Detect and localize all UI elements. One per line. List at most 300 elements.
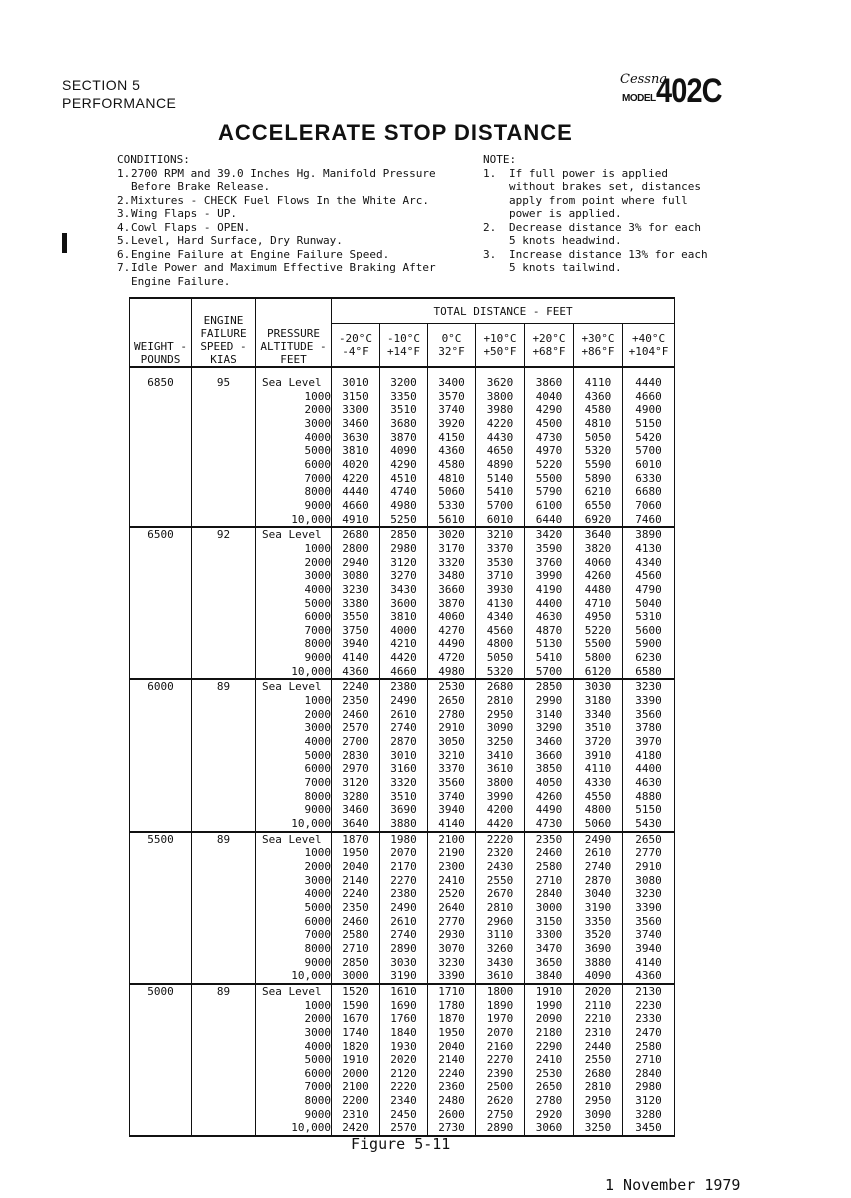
- speed-cell: [192, 846, 256, 860]
- weight-cell: 6000: [130, 679, 192, 694]
- distance-cell: 4740: [380, 485, 428, 499]
- table-row: [130, 694, 675, 708]
- distance-cell: 3890: [623, 527, 675, 542]
- speed-cell: [192, 485, 256, 499]
- condition-number: 4.: [117, 220, 131, 234]
- distance-cell: 3870: [428, 597, 476, 611]
- distance-cell: 5600: [623, 624, 675, 638]
- temp-fahrenheit: +50°F: [483, 345, 517, 358]
- distance-cell: 4110: [574, 376, 623, 390]
- speed-cell: [192, 969, 256, 984]
- distance-cell: 4090: [380, 444, 428, 458]
- total-distance-header: TOTAL DISTANCE - FEET: [332, 298, 675, 324]
- distance-table: [129, 297, 674, 1137]
- distance-cell: 2840: [525, 887, 574, 901]
- distance-cell: 2950: [476, 708, 525, 722]
- condition-item: [117, 207, 477, 221]
- temp-fahrenheit: 32°F: [438, 345, 465, 358]
- weight-cell: [130, 956, 192, 970]
- altitude-cell: 7000: [256, 928, 332, 942]
- table-row: [130, 1094, 675, 1108]
- distance-cell: 2770: [428, 915, 476, 929]
- distance-cell: 2610: [380, 708, 428, 722]
- distance-cell: 2390: [476, 1067, 525, 1081]
- altitude-cell: 8000: [256, 942, 332, 956]
- distance-cell: 7460: [623, 513, 675, 528]
- distance-cell: 3510: [574, 721, 623, 735]
- altitude-cell: 4000: [256, 887, 332, 901]
- altitude-cell: 4000: [256, 431, 332, 445]
- weight-cell: [130, 790, 192, 804]
- weight-cell: [130, 472, 192, 486]
- weight-cell: [130, 1012, 192, 1026]
- distance-cell: 4970: [525, 444, 574, 458]
- distance-cell: 2770: [623, 846, 675, 860]
- table-row: [130, 390, 675, 404]
- altitude-header-line2: ALTITUDE -: [260, 340, 327, 353]
- speed-cell: [192, 803, 256, 817]
- distance-cell: 2500: [476, 1080, 525, 1094]
- distance-cell: 3990: [525, 569, 574, 583]
- distance-cell: 4550: [574, 790, 623, 804]
- table-row: [130, 790, 675, 804]
- distance-cell: 4650: [476, 444, 525, 458]
- distance-cell: 3690: [574, 942, 623, 956]
- distance-cell: 2240: [332, 679, 380, 694]
- distance-cell: 3350: [574, 915, 623, 929]
- distance-cell: 5130: [525, 637, 574, 651]
- distance-cell: 2850: [525, 679, 574, 694]
- distance-cell: 2980: [380, 542, 428, 556]
- speed-cell: [192, 597, 256, 611]
- table-row: [130, 860, 675, 874]
- speed-cell: [192, 776, 256, 790]
- speed-cell: [192, 901, 256, 915]
- altitude-cell: 1000: [256, 542, 332, 556]
- altitude-cell: 1000: [256, 846, 332, 860]
- distance-cell: 3030: [574, 679, 623, 694]
- distance-cell: 4490: [525, 803, 574, 817]
- distance-cell: 2780: [428, 708, 476, 722]
- speed-cell: [192, 542, 256, 556]
- distance-cell: 2980: [623, 1080, 675, 1094]
- distance-cell: 2530: [428, 679, 476, 694]
- distance-cell: 4790: [623, 583, 675, 597]
- distance-cell: 6550: [574, 499, 623, 513]
- weight-cell: [130, 569, 192, 583]
- temp-celsius: +10°C: [483, 332, 517, 345]
- speed-cell: [192, 1121, 256, 1136]
- distance-cell: 2460: [332, 708, 380, 722]
- distance-cell: 3280: [623, 1108, 675, 1122]
- weight-cell: [130, 444, 192, 458]
- distance-cell: 5330: [428, 499, 476, 513]
- speed-header-line2: FAILURE: [200, 327, 247, 340]
- distance-cell: 4360: [428, 444, 476, 458]
- distance-cell: 2090: [525, 1012, 574, 1026]
- condition-number: 5.: [117, 234, 131, 247]
- distance-cell: 4980: [380, 499, 428, 513]
- distance-cell: 3120: [380, 556, 428, 570]
- weight-cell: [130, 708, 192, 722]
- table-row: [130, 956, 675, 970]
- distance-cell: 3750: [332, 624, 380, 638]
- distance-cell: 3940: [428, 803, 476, 817]
- distance-cell: 2430: [476, 860, 525, 874]
- distance-cell: 3260: [476, 942, 525, 956]
- distance-cell: 2000: [332, 1067, 380, 1081]
- table-row: [130, 637, 675, 651]
- distance-cell: 4560: [476, 624, 525, 638]
- distance-cell: 4360: [332, 665, 380, 680]
- distance-cell: 3460: [332, 417, 380, 431]
- temp-celsius: -20°C: [338, 332, 373, 345]
- speed-cell: 92: [192, 527, 256, 542]
- distance-cell: 1610: [380, 984, 428, 999]
- speed-cell: [192, 665, 256, 680]
- temperature-header: [380, 324, 428, 368]
- distance-cell: 2710: [332, 942, 380, 956]
- distance-cell: 2740: [380, 721, 428, 735]
- distance-cell: 4260: [525, 790, 574, 804]
- distance-cell: 4730: [525, 431, 574, 445]
- distance-cell: 5050: [476, 651, 525, 665]
- distance-cell: 2160: [476, 1040, 525, 1054]
- distance-cell: 2750: [476, 1108, 525, 1122]
- distance-cell: 6120: [574, 665, 623, 680]
- altitude-cell: 3000: [256, 874, 332, 888]
- table-row: [130, 887, 675, 901]
- table-row: [130, 583, 675, 597]
- section-header: [62, 76, 176, 112]
- altitude-cell: 10,000: [256, 513, 332, 528]
- distance-cell: 2220: [476, 832, 525, 847]
- distance-cell: 3340: [574, 708, 623, 722]
- weight-cell: [130, 915, 192, 929]
- distance-cell: 5890: [574, 472, 623, 486]
- distance-cell: 4440: [332, 485, 380, 499]
- brand-name: Cessna: [620, 72, 668, 87]
- footer-date: 1 November 1979: [605, 1176, 741, 1194]
- distance-cell: 2040: [332, 860, 380, 874]
- distance-cell: 3050: [428, 735, 476, 749]
- distance-cell: 4430: [476, 431, 525, 445]
- weight-cell: [130, 999, 192, 1013]
- distance-cell: 2920: [525, 1108, 574, 1122]
- distance-cell: 2740: [574, 860, 623, 874]
- distance-cell: 2410: [428, 874, 476, 888]
- distance-cell: 2840: [623, 1067, 675, 1081]
- altitude-cell: 2000: [256, 708, 332, 722]
- distance-cell: 2740: [380, 928, 428, 942]
- distance-cell: 4660: [332, 499, 380, 513]
- distance-cell: 1950: [428, 1026, 476, 1040]
- distance-cell: 3190: [380, 969, 428, 984]
- table-row: [130, 846, 675, 860]
- weight-cell: [130, 942, 192, 956]
- distance-cell: 5150: [623, 803, 675, 817]
- distance-cell: 2650: [428, 694, 476, 708]
- distance-cell: 3810: [332, 444, 380, 458]
- weight-cell: [130, 762, 192, 776]
- distance-cell: 1910: [525, 984, 574, 999]
- distance-cell: 3370: [476, 542, 525, 556]
- altitude-cell: 2000: [256, 403, 332, 417]
- altitude-cell: Sea Level: [256, 527, 332, 542]
- distance-cell: 5140: [476, 472, 525, 486]
- distance-cell: 2460: [332, 915, 380, 929]
- distance-cell: 2270: [476, 1053, 525, 1067]
- weight-cell: [130, 846, 192, 860]
- table-row: [130, 901, 675, 915]
- speed-header-line1: ENGINE: [203, 314, 244, 327]
- temp-fahrenheit: +68°F: [532, 345, 566, 358]
- condition-number: 2.: [117, 193, 131, 207]
- weight-cell: [130, 651, 192, 665]
- altitude-cell: 2000: [256, 860, 332, 874]
- weight-cell: [130, 749, 192, 763]
- table-row: [130, 999, 675, 1013]
- distance-cell: 4630: [525, 610, 574, 624]
- speed-cell: [192, 651, 256, 665]
- condition-text: Mixtures - CHECK Fuel Flows In the White Arc.: [131, 193, 430, 207]
- distance-cell: 4440: [623, 376, 675, 390]
- distance-cell: 4810: [574, 417, 623, 431]
- distance-cell: 3810: [380, 610, 428, 624]
- altitude-cell: 8000: [256, 1094, 332, 1108]
- weight-cell: [130, 390, 192, 404]
- altitude-cell: 8000: [256, 790, 332, 804]
- altitude-cell: 3000: [256, 721, 332, 735]
- distance-cell: 2140: [428, 1053, 476, 1067]
- distance-cell: 2210: [574, 1012, 623, 1026]
- distance-cell: 3640: [332, 817, 380, 832]
- distance-cell: 3620: [476, 376, 525, 390]
- distance-cell: 6230: [623, 651, 675, 665]
- distance-cell: 2810: [476, 694, 525, 708]
- condition-text: Idle Power and Maximum Effective Braking After Engine Failure.: [131, 261, 436, 288]
- distance-cell: 2580: [525, 860, 574, 874]
- speed-cell: [192, 762, 256, 776]
- table-row: [130, 1012, 675, 1026]
- distance-cell: 2410: [525, 1053, 574, 1067]
- weight-cell: [130, 817, 192, 832]
- distance-cell: 2440: [574, 1040, 623, 1054]
- distance-cell: 4910: [332, 513, 380, 528]
- distance-cell: 4000: [380, 624, 428, 638]
- table-row: [130, 817, 675, 832]
- distance-cell: 2890: [476, 1121, 525, 1136]
- distance-cell: 3090: [476, 721, 525, 735]
- distance-cell: 4580: [574, 403, 623, 417]
- distance-cell: 4150: [428, 431, 476, 445]
- distance-cell: 6580: [623, 665, 675, 680]
- distance-cell: 3230: [623, 679, 675, 694]
- distance-cell: 4060: [428, 610, 476, 624]
- distance-cell: 2550: [476, 874, 525, 888]
- distance-cell: 3560: [623, 708, 675, 722]
- distance-cell: 6330: [623, 472, 675, 486]
- distance-cell: 5610: [428, 513, 476, 528]
- distance-cell: 3300: [332, 403, 380, 417]
- altitude-cell: 2000: [256, 1012, 332, 1026]
- distance-cell: 1670: [332, 1012, 380, 1026]
- distance-cell: 3230: [623, 887, 675, 901]
- table-row: [130, 1053, 675, 1067]
- distance-cell: 1710: [428, 984, 476, 999]
- distance-cell: 2490: [574, 832, 623, 847]
- temperature-header: [525, 324, 574, 368]
- temp-fahrenheit: -4°F: [342, 345, 369, 358]
- distance-cell: 2450: [380, 1108, 428, 1122]
- distance-cell: 2730: [428, 1121, 476, 1136]
- distance-cell: 3860: [525, 376, 574, 390]
- table-row: [130, 527, 675, 542]
- distance-cell: 2910: [623, 860, 675, 874]
- condition-text: 2700 RPM and 39.0 Inches Hg. Manifold Pressure Before Brake Release.: [131, 166, 436, 193]
- distance-cell: 2930: [428, 928, 476, 942]
- distance-cell: 4290: [525, 403, 574, 417]
- distance-cell: 3350: [380, 390, 428, 404]
- speed-cell: [192, 860, 256, 874]
- speed-cell: [192, 499, 256, 513]
- distance-cell: 3230: [332, 583, 380, 597]
- distance-cell: 3650: [525, 956, 574, 970]
- table-row: [130, 403, 675, 417]
- table-row: [130, 874, 675, 888]
- distance-cell: 3150: [332, 390, 380, 404]
- distance-cell: 3390: [623, 694, 675, 708]
- distance-cell: 4630: [623, 776, 675, 790]
- note-item: [483, 248, 708, 275]
- distance-cell: 3060: [525, 1121, 574, 1136]
- altitude-cell: 1000: [256, 694, 332, 708]
- distance-cell: 1520: [332, 984, 380, 999]
- distance-cell: 3420: [525, 527, 574, 542]
- speed-cell: [192, 790, 256, 804]
- altitude-cell: 5000: [256, 749, 332, 763]
- temperature-header: [428, 324, 476, 368]
- distance-cell: 3320: [380, 776, 428, 790]
- table-row: [130, 969, 675, 984]
- distance-cell: 3110: [476, 928, 525, 942]
- distance-cell: 5410: [525, 651, 574, 665]
- distance-cell: 3740: [623, 928, 675, 942]
- weight-cell: [130, 624, 192, 638]
- table-row: [130, 762, 675, 776]
- speed-cell: [192, 458, 256, 472]
- distance-cell: 2870: [574, 874, 623, 888]
- altitude-header-line1: PRESSURE: [267, 327, 320, 340]
- temp-celsius: -10°C: [386, 332, 421, 345]
- distance-cell: 3910: [574, 749, 623, 763]
- speed-cell: 89: [192, 679, 256, 694]
- table-row: [130, 542, 675, 556]
- table-row: [130, 915, 675, 929]
- speed-cell: [192, 624, 256, 638]
- distance-cell: 3590: [525, 542, 574, 556]
- distance-cell: 2800: [332, 542, 380, 556]
- distance-cell: 3660: [525, 749, 574, 763]
- distance-cell: 3520: [574, 928, 623, 942]
- distance-cell: 3470: [525, 942, 574, 956]
- distance-cell: 4140: [428, 817, 476, 832]
- table-row: [130, 832, 675, 847]
- altitude-cell: 3000: [256, 569, 332, 583]
- temp-celsius: +30°C: [581, 332, 615, 345]
- table-row: [130, 556, 675, 570]
- distance-cell: 4870: [525, 624, 574, 638]
- distance-cell: 3940: [332, 637, 380, 651]
- distance-cell: 4490: [428, 637, 476, 651]
- distance-cell: 2070: [380, 846, 428, 860]
- distance-cell: 3710: [476, 569, 525, 583]
- figure-caption: Figure 5-11: [351, 1135, 451, 1153]
- table-row: [130, 610, 675, 624]
- condition-text: Level, Hard Surface, Dry Runway.: [131, 234, 343, 247]
- speed-header-line3: SPEED -: [200, 340, 247, 353]
- distance-cell: 5150: [623, 417, 675, 431]
- distance-cell: 2700: [332, 735, 380, 749]
- distance-cell: 5700: [476, 499, 525, 513]
- distance-cell: 2290: [525, 1040, 574, 1054]
- note-number: 2.: [483, 220, 497, 234]
- altitude-cell: Sea Level: [256, 832, 332, 847]
- altitude-cell: 10,000: [256, 1121, 332, 1136]
- distance-cell: 1690: [380, 999, 428, 1013]
- table-row: [130, 1080, 675, 1094]
- condition-item: [117, 194, 477, 208]
- distance-cell: 2650: [623, 832, 675, 847]
- speed-cell: [192, 637, 256, 651]
- distance-cell: 2550: [574, 1053, 623, 1067]
- speed-cell: [192, 1094, 256, 1108]
- distance-cell: 5220: [574, 624, 623, 638]
- note-block: [483, 153, 708, 275]
- altitude-cell: 6000: [256, 1067, 332, 1081]
- distance-cell: 3610: [476, 762, 525, 776]
- table-row: [130, 1067, 675, 1081]
- table-row: [130, 776, 675, 790]
- distance-cell: 2460: [525, 846, 574, 860]
- altitude-cell: 6000: [256, 610, 332, 624]
- distance-cell: 4800: [574, 803, 623, 817]
- distance-cell: 4340: [476, 610, 525, 624]
- distance-cell: 4090: [574, 969, 623, 984]
- distance-cell: 6440: [525, 513, 574, 528]
- distance-cell: 2120: [380, 1067, 428, 1081]
- distance-cell: 2180: [525, 1026, 574, 1040]
- weight-cell: [130, 1108, 192, 1122]
- distance-cell: 5800: [574, 651, 623, 665]
- distance-cell: 5700: [623, 444, 675, 458]
- distance-cell: 1910: [332, 1053, 380, 1067]
- speed-cell: [192, 1026, 256, 1040]
- weight-cell: [130, 417, 192, 431]
- distance-cell: 2420: [332, 1121, 380, 1136]
- altitude-cell: 9000: [256, 1108, 332, 1122]
- distance-cell: 1980: [380, 832, 428, 847]
- altitude-cell: 5000: [256, 444, 332, 458]
- distance-cell: 3560: [623, 915, 675, 929]
- table-row: [130, 803, 675, 817]
- distance-cell: 3410: [476, 749, 525, 763]
- condition-item: [117, 248, 477, 262]
- distance-cell: 4580: [428, 458, 476, 472]
- distance-cell: 3820: [574, 542, 623, 556]
- distance-cell: 2350: [332, 694, 380, 708]
- weight-cell: [130, 610, 192, 624]
